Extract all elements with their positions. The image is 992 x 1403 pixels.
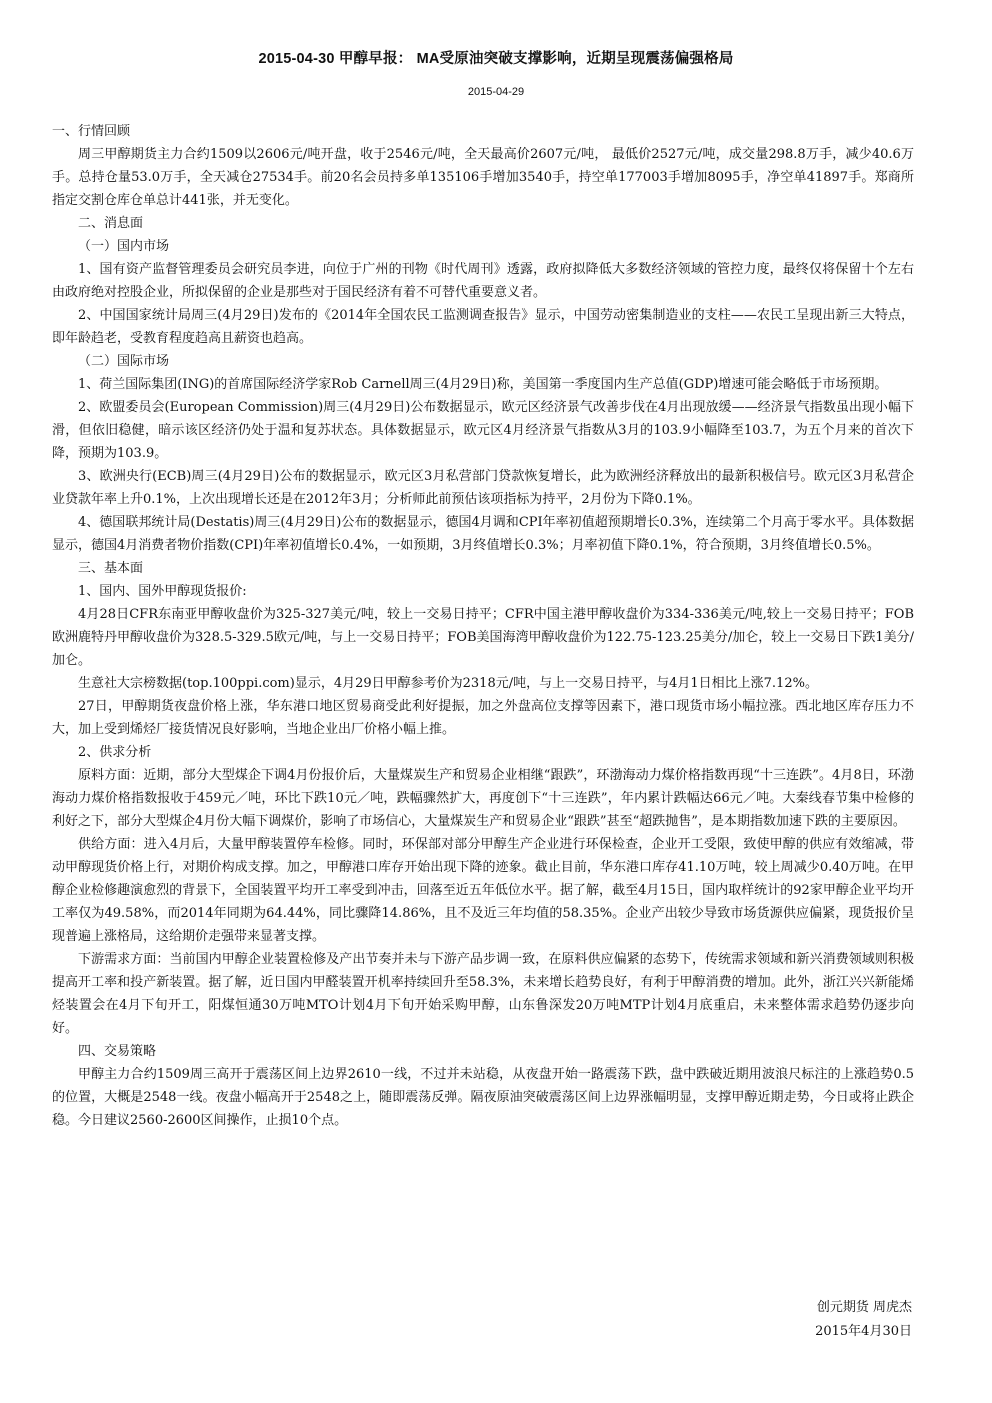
signature-block	[815, 1296, 912, 1344]
paragraph: 甲醇主力合约1509周三高开于震荡区间上边界2610一线，不过并未站稳，从夜盘开始一路震荡下跌，盘中跌破近期用波浪尺标注的上涨趋势0.5的位置，大概是2548一线。夜盘小幅高开于2548之上，随即震荡反弹。隔夜原油突破震荡区间上边界涨幅明显，支撑甲醇近期走势，今日或将止跌企稳。今日建议2560-2600区间操作，止损10个点。	[52, 1067, 914, 1128]
paragraph: 27日，甲醇期货夜盘价格上涨，华东港口地区贸易商受此利好提振，加之外盘高位支撑等因素下，港口现货市场小幅拉涨。西北地区库存压力不大，加上受到烯烃厂接货情况良好影响，当地企业出厂价格小幅上推。	[52, 699, 914, 737]
paragraph: 4月28日CFR东南亚甲醇收盘价为325-327美元/吨，较上一交易日持平；CFR中国主港甲醇收盘价为334-336美元/吨,较上一交易日持平；FOB欧洲鹿特丹甲醇收盘价为328.5-329.5欧元/吨，与上一交易日持平；FOB美国海湾甲醇收盘价为122.75-123.25美分/加仑，较上一交易日下跌1美分/加仑。	[52, 607, 914, 668]
paragraph: 4、德国联邦统计局(Destatis)周三(4月29日)公布的数据显示，德国4月调和CPI年率初值超预期增长0.3%，连续第二个月高于零水平。具体数据显示，德国4月消费者物价指数(CPI)年率初值增长0.4%，一如预期，3月终值增长0.3%；月率初值下降0.1%，符合预期，3月终值增长0.5%。	[52, 515, 914, 553]
paragraph: 下游需求方面：当前国内甲醇企业装置检修及产出节奏并未与下游产品步调一致，在原料供应偏紧的态势下，传统需求领域和新兴消费领域则积极提高开工率和投产新装置。据了解，近日国内甲醛装置开机率持续回升至58.3%，未来增长趋势良好，有利于甲醇消费的增加。此外，浙江兴兴新能烯烃装置会在4月下旬开工，阳煤恒通30万吨MTO计划4月下旬开始采购甲醇，山东鲁深发20万吨MTP计划4月底重启，未来整体需求趋势仍逐步向好。	[52, 952, 914, 1036]
section-heading: （二）国际市场	[78, 354, 170, 369]
section-heading: （一）国内市场	[78, 239, 170, 254]
section-heading: 2、供求分析	[78, 745, 152, 760]
signature-date: 2015年4月30日	[815, 1324, 912, 1339]
section-heading: 二、消息面	[78, 216, 144, 231]
paragraph: 1、荷兰国际集团(ING)的首席国际经济学家Rob Carnell周三(4月29日)称，美国第一季度国内生产总值(GDP)增速可能会略低于市场预期。	[78, 377, 888, 392]
paragraph: 2、欧盟委员会(European Commission)周三(4月29日)公布数据显示，欧元区经济景气改善步伐在4月出现放缓——经济景气指数虽出现小幅下滑，但依旧稳健，暗示该区经济仍处于温和复苏状态。具体数据显示，欧元区4月经济景气指数从3月的103.9小幅降至103.7，为五个月来的首次下降，预期为103.9。	[52, 400, 914, 461]
paragraph: 生意社大宗榜数据(top.100ppi.com)显示，4月29日甲醇参考价为2318元/吨，与上一交易日持平，与4月1日相比上涨7.12%。	[78, 676, 818, 691]
signature-author: 创元期货 周虎杰	[816, 1300, 912, 1315]
paragraph: 原料方面：近期，部分大型煤企下调4月份报价后，大量煤炭生产和贸易企业相继“跟跌”，环渤海动力煤价格指数再现“十三连跌”。4月8日，环渤海动力煤价格指数报收于459元／吨，环比下跌10元／吨，跌幅骤然扩大，再度创下“十三连跌”，年内累计跌幅达66元／吨。大秦线春节集中检修的利好之下，部分大型煤企4月份大幅下调煤价，影响了市场信心，大量煤炭生产和贸易企业“跟跌”甚至“超跌抛售”，是本期指数加速下跌的主要原因。	[52, 768, 914, 829]
document-title: 2015-04-30 甲醇早报： MA受原油突破支撑影响，近期呈现震荡偏强格局	[258, 51, 734, 67]
paragraph: 周三甲醇期货主力合约1509以2606元/吨开盘，收于2546元/吨，全天最高价2607元/吨， 最低价2527元/吨，成交量298.8万手，减少40.6万手。总持仓量53.0万手，全天减仓27534手。前20名会员持多单135106手增加3540手，持空单177003手增加8095手，净空单41897手。郑商所指定交割仓库仓单总计441张，并无变化。	[52, 147, 914, 208]
paragraph: 3、欧洲央行(ECB)周三(4月29日)公布的数据显示，欧元区3月私营部门贷款恢复增长，此为欧洲经济释放出的最新积极信号。欧元区3月私营企业贷款年率上升0.1%，上次出现增长还是在2012年3月；分析师此前预估该项指标为持平，2月份为下降0.1%。	[52, 469, 914, 507]
paragraph: 供给方面：进入4月后，大量甲醇装置停车检修。同时，环保部对部分甲醇生产企业进行环保检查，企业开工受限，致使甲醇的供应有效缩减，带动甲醇现货价格上行，对期价构成支撑。加之，甲醇港口库存开始出现下降的迹象。截止目前，华东港口库存41.10万吨，较上周减少0.40万吨。在甲醇企业检修趣演愈烈的背景下，全国装置平均开工率受到冲击，回落至近五年低位水平。据了解，截至4月15日，国内取样统计的92家甲醇企业平均开工率仅为49.58%，而2014年同期为64.44%，同比骤降14.86%，且不及近三年均值的58.35%。企业产出较少导致市场货源供应偏紧，现货报价呈现普遍上涨格局，这给期价走强带来显著支撑。	[52, 837, 914, 944]
section-heading: 1、国内、国外甲醇现货报价:	[78, 584, 247, 599]
section-heading: 一、行情回顾	[52, 124, 131, 139]
paragraph: 2、中国国家统计局周三(4月29日)发布的《2014年全国农民工监测调查报告》显示，中国劳动密集制造业的支柱——农民工呈现出新三大特点，即年龄趋老，受教育程度趋高且薪资也趋高。	[52, 308, 914, 346]
section-heading: 四、交易策略	[78, 1044, 157, 1059]
document-body	[52, 120, 914, 1132]
section-heading: 三、基本面	[78, 561, 144, 576]
paragraph: 1、国有资产监督管理委员会研究员李进，向位于广州的刊物《时代周刊》透露，政府拟降低大多数经济领域的管控力度，最终仅将保留十个左右由政府绝对控股企业，所拟保留的企业是那些对于国民经济有着不可替代重要意义者。	[52, 262, 914, 300]
document-date: 2015-04-29	[467, 86, 525, 98]
